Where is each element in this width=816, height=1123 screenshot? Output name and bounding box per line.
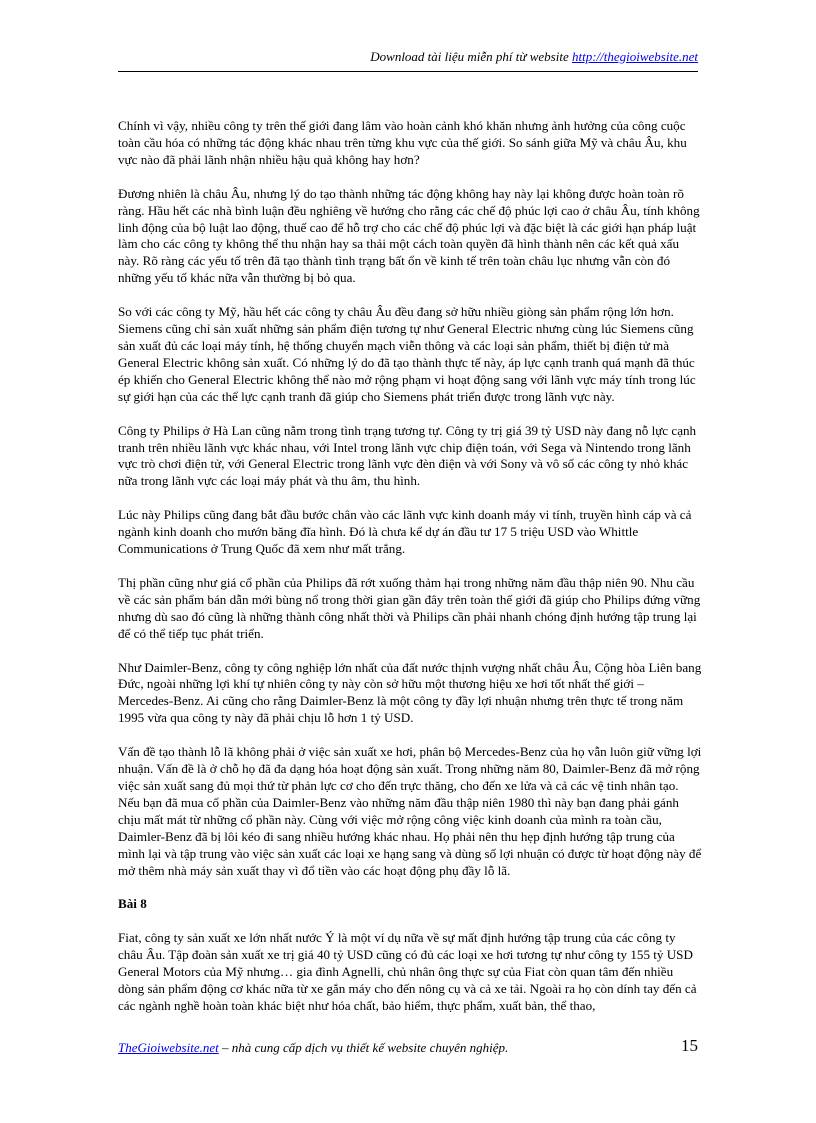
paragraph: Chính vì vậy, nhiều công ty trên thế giới đang lâm vào hoàn cảnh khó khăn nhưng ảnh hưởng của công cuộc toàn cầu hóa có những tác động khác nhau trên từng khu vực của thế giới. So sánh giữa Mỹ và châu Âu, khu vực nào đã phải lãnh nhận nhiều hậu quả không hay hơn?: [118, 118, 687, 167]
paragraph: Lúc này Philips cũng đang bắt đầu bước chân vào các lãnh vực kinh doanh máy vi tính, truyền hình cáp và cả ngành kinh doanh cho mướn băng đĩa hình. Đó là chưa kể dự án đầu tư 17 5 triệu USD vào Whittle Communications ở Trung Quốc đã xem như mất trắng.: [118, 507, 692, 557]
paragraph: Vấn đề tạo thành lỗ lã không phải ở việc sản xuất xe hơi, phân bộ Mercedes-Benz của họ vẫn luôn giữ vững lợi nhuận. Vấn đề là ở chỗ họ đã đa dạng hóa hoạt động sản xuất. Trong những năm 80, Daimler-Benz đã mở rộng việc sản xuất sang đủ mọi thứ từ phản lực cơ cho đến trực thăng, cho đến xe lửa và cả các vệ tinh nhân tạo. Nếu bạn đã mua cổ phần của Daimler-Benz vào những năm đầu thập niên 1980 thì này bạn đang phải gánh chịu mất mát từ những cổ phần này. Cùng với việc mở rộng công việc kinh doanh của mình ra toàn cầu, Daimler-Benz đã bị lôi kéo đi sang nhiều hướng khác nhau. Họ phải nên thu hẹp định hướng tập trung của mình lại và tập trung vào việc sản xuất các loại xe hạng sang và dùng số lợi nhuận có được từ hoạt động này để mở thêm nhà máy sản xuất thay vì đổ tiền vào các hoạt động phụ đầy lỗ lã.: [118, 744, 702, 878]
section-title: Bài 8: [118, 896, 147, 912]
footer-link[interactable]: TheGioiwebsite.net: [118, 1040, 219, 1055]
header-divider: [118, 71, 698, 72]
header-link[interactable]: http://thegioiwebsite.net: [571, 49, 698, 64]
paragraph: Công ty Philips ở Hà Lan cũng nằm trong tình trạng tương tự. Công ty trị giá 39 tỷ USD này đang nỗ lực cạnh tranh trên nhiều lãnh vực khác nhau, với Intel trong lãnh vực chip điện toán, với Sega và Nintendo trong lãnh vực trò chơi điện tử, với General Electric trong lãnh vực đèn điện và với Sony và vô số các công ty nhỏ khác nữa trong lãnh vực các loại máy phát và thu âm, thu hình.: [118, 422, 697, 489]
paragraph: So với các công ty Mỹ, hầu hết các công ty châu Âu đều đang sở hữu nhiều giòng sản phẩm rộng lớn hơn. Siemens cũng chỉ sản xuất những sản phẩm điện tương tự như General Electric nhưng cùng lúc Siemens cũng sản xuất đủ các loại máy tính, hệ thống chuyển mạch viễn thông và các loại sản phẩm, thiết bị điện tử mà General Electric không sản xuất. Có những lý do đã tạo thành thực tế này, áp lực cạnh tranh quá mạnh đã thúc ép khiến cho General Electric không thể nào mở rộng phạm vi hoạt động sang với lãnh vực máy tính trong lúc sự giới hạn của các thể lực cạnh tranh đã giúp cho Siemens phát triển được trong lãnh vực này.: [118, 304, 696, 404]
page-header: [370, 49, 698, 65]
document-body: [118, 118, 702, 1032]
page-number: 15: [681, 1036, 698, 1055]
header-text: Download tài liệu miễn phí từ website: [370, 49, 572, 64]
page-footer: [118, 1040, 702, 1056]
paragraph: Đương nhiên là châu Âu, nhưng lý do tạo thành những tác động không hay này lại không được hoàn toàn rõ ràng. Hầu hết các nhà bình luận đều nghiêng về hướng cho rằng các chế độ phúc lợi cao ở châu Âu, tính không linh động của bộ luật lao động, thuế cao để hỗ trợ cho các chế độ phúc lợi và đặc biệt là các giới hạn pháp luật làm cho các công ty không thể thu nhận hay sa thải một cách toàn quyền đã hình thành nên các kết quả xấu này. Rõ ràng các yếu tố trên đã tạo thành tình trạng bất ổn về kinh tế trên toàn châu lục nhưng vẫn còn đó những yếu tố khác nữa vẫn thường bị bỏ qua.: [118, 185, 700, 286]
paragraph: Fiat, công ty sản xuất xe lớn nhất nước Ý là một ví dụ nữa về sự mất định hướng tập trung của các công ty châu Âu. Tập đoàn sản xuất xe trị giá 40 tỷ USD cũng có đủ các loại xe hơi tương tự như công ty 155 tỷ USD General Motors của Mỹ nhưng… gia đình Agnelli, chủ nhân ông thực sự của Fiat còn quan tâm đến nhiều dòng sản phẩm động cơ khác nữa từ xe gắn máy cho đến nông cụ và cả xe tải. Ngoài ra họ còn dính tay đến cả các ngành nghề hoàn toàn khác biệt như hóa chất, bảo hiểm, thực phẩm, xuất bản, thể thao,: [118, 930, 697, 1013]
footer-text: – nhà cung cấp dịch vụ thiết kế website chuyên nghiệp.: [218, 1040, 509, 1055]
paragraph: Thị phần cũng như giá cổ phần của Philips đã rớt xuống thảm hại trong những năm đầu thập niên 90. Nhu cầu về các sản phẩm bán dẫn mới bùng nổ trong thời gian gần đây trên toàn thế giới đã giúp cho Philips đứng vững nhưng dù sao đó cũng là những thành công nhất thời và Philips cần phải nhanh chóng định hướng tập trung lại để có thể tiếp tục phát triển.: [118, 574, 701, 641]
paragraph: Như Daimler-Benz, công ty công nghiệp lớn nhất của đất nước thịnh vượng nhất châu Âu, Cộng hòa Liên bang Đức, ngoài những lợi khí tự nhiên công ty này còn sở hữu một thương hiệu xe hơi tốt nhất thế giới – Mercedes-Benz. Ai cũng cho rằng Daimler-Benz là một công ty đầy lợi nhuận nhưng trên thực tế trong năm 1995 vừa qua công ty này đã phải chịu lỗ hơn 1 tỷ USD.: [118, 659, 702, 726]
